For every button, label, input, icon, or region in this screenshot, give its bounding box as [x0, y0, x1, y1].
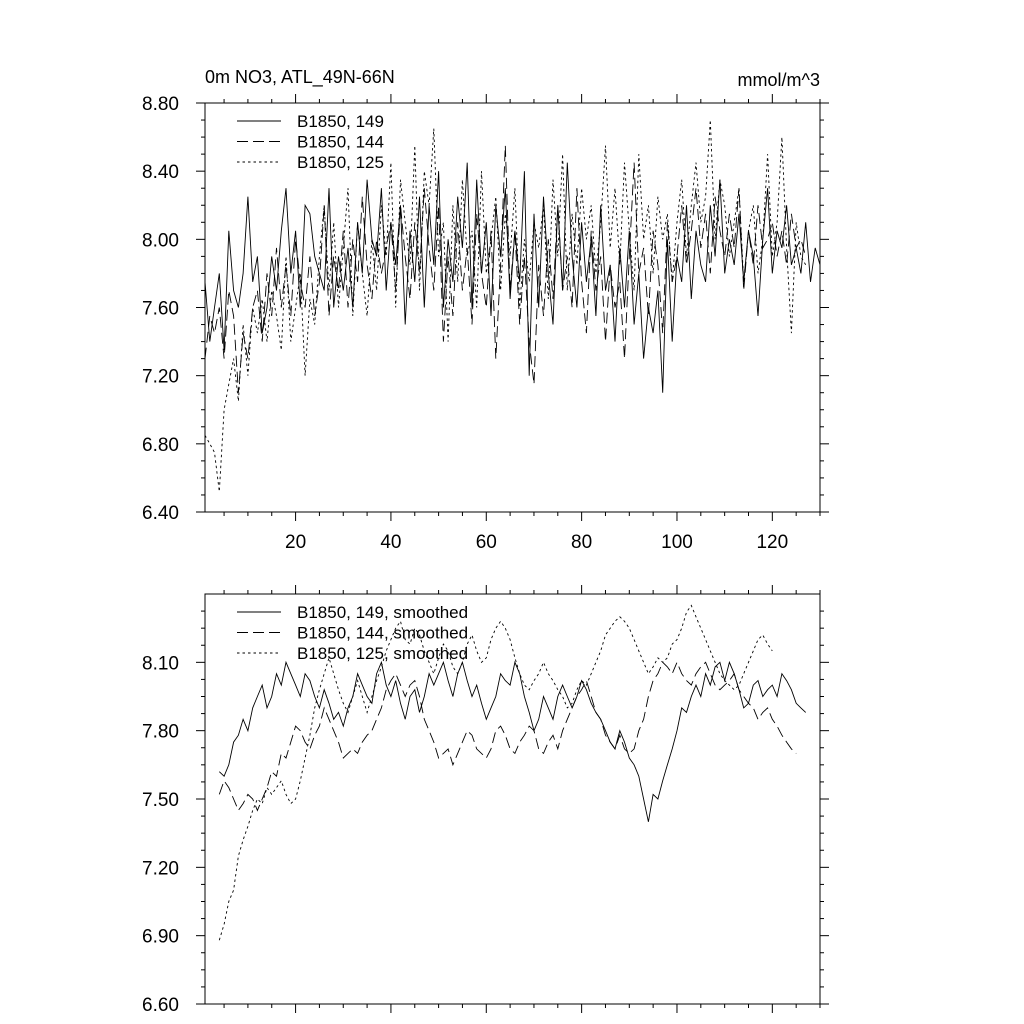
bottom-legend-label-1: B1850, 149, smoothed: [297, 603, 469, 622]
top-x-tick-label: 20: [285, 532, 307, 553]
top-panel-title: 0m NO3, ATL_49N-66N: [205, 67, 395, 87]
top-x-tick-label: 80: [571, 532, 593, 553]
bottom-series-line-1: [219, 662, 805, 822]
top-legend-label-1: B1850, 149: [297, 112, 384, 131]
top-legend-label-3: B1850, 125: [297, 153, 384, 172]
top-series-line-1: [205, 163, 820, 393]
top-legend-label-2: B1850, 144: [297, 132, 384, 152]
top-y-tick-label: 7.20: [142, 366, 179, 388]
top-series-line-3: [205, 120, 806, 492]
bottom-y-tick-label: 6.60: [142, 995, 179, 1016]
bottom-legend-label-2: B1850, 144, smoothed: [297, 623, 469, 643]
bottom-y-tick-label: 7.20: [142, 858, 179, 880]
bottom-y-tick-label: 8.10: [142, 653, 179, 675]
top-x-tick-label: 120: [756, 532, 789, 553]
top-x-tick-label: 40: [380, 532, 402, 553]
top-series-line-2: [205, 146, 806, 393]
top-y-tick-label: 8.40: [142, 162, 179, 184]
bottom-y-tick-label: 6.90: [142, 926, 179, 948]
bottom-y-tick-label: 7.50: [142, 790, 179, 811]
top-y-tick-label: 8.00: [142, 230, 179, 252]
bottom-panel: [142, 585, 829, 1016]
top-y-tick-label: 7.60: [142, 298, 179, 320]
top-x-tick-label: 100: [661, 532, 693, 553]
bottom-y-tick-label: 7.80: [142, 721, 179, 743]
top-y-tick-label: 6.80: [142, 434, 179, 456]
top-panel-units: mmol/m^3: [737, 70, 820, 90]
bottom-legend-label-3: B1850, 125, smoothed: [297, 644, 469, 663]
top-x-tick-label: 60: [475, 532, 497, 553]
top-panel: [142, 67, 829, 553]
top-y-tick-label: 6.40: [142, 503, 179, 524]
top-y-tick-label: 8.80: [142, 94, 179, 115]
